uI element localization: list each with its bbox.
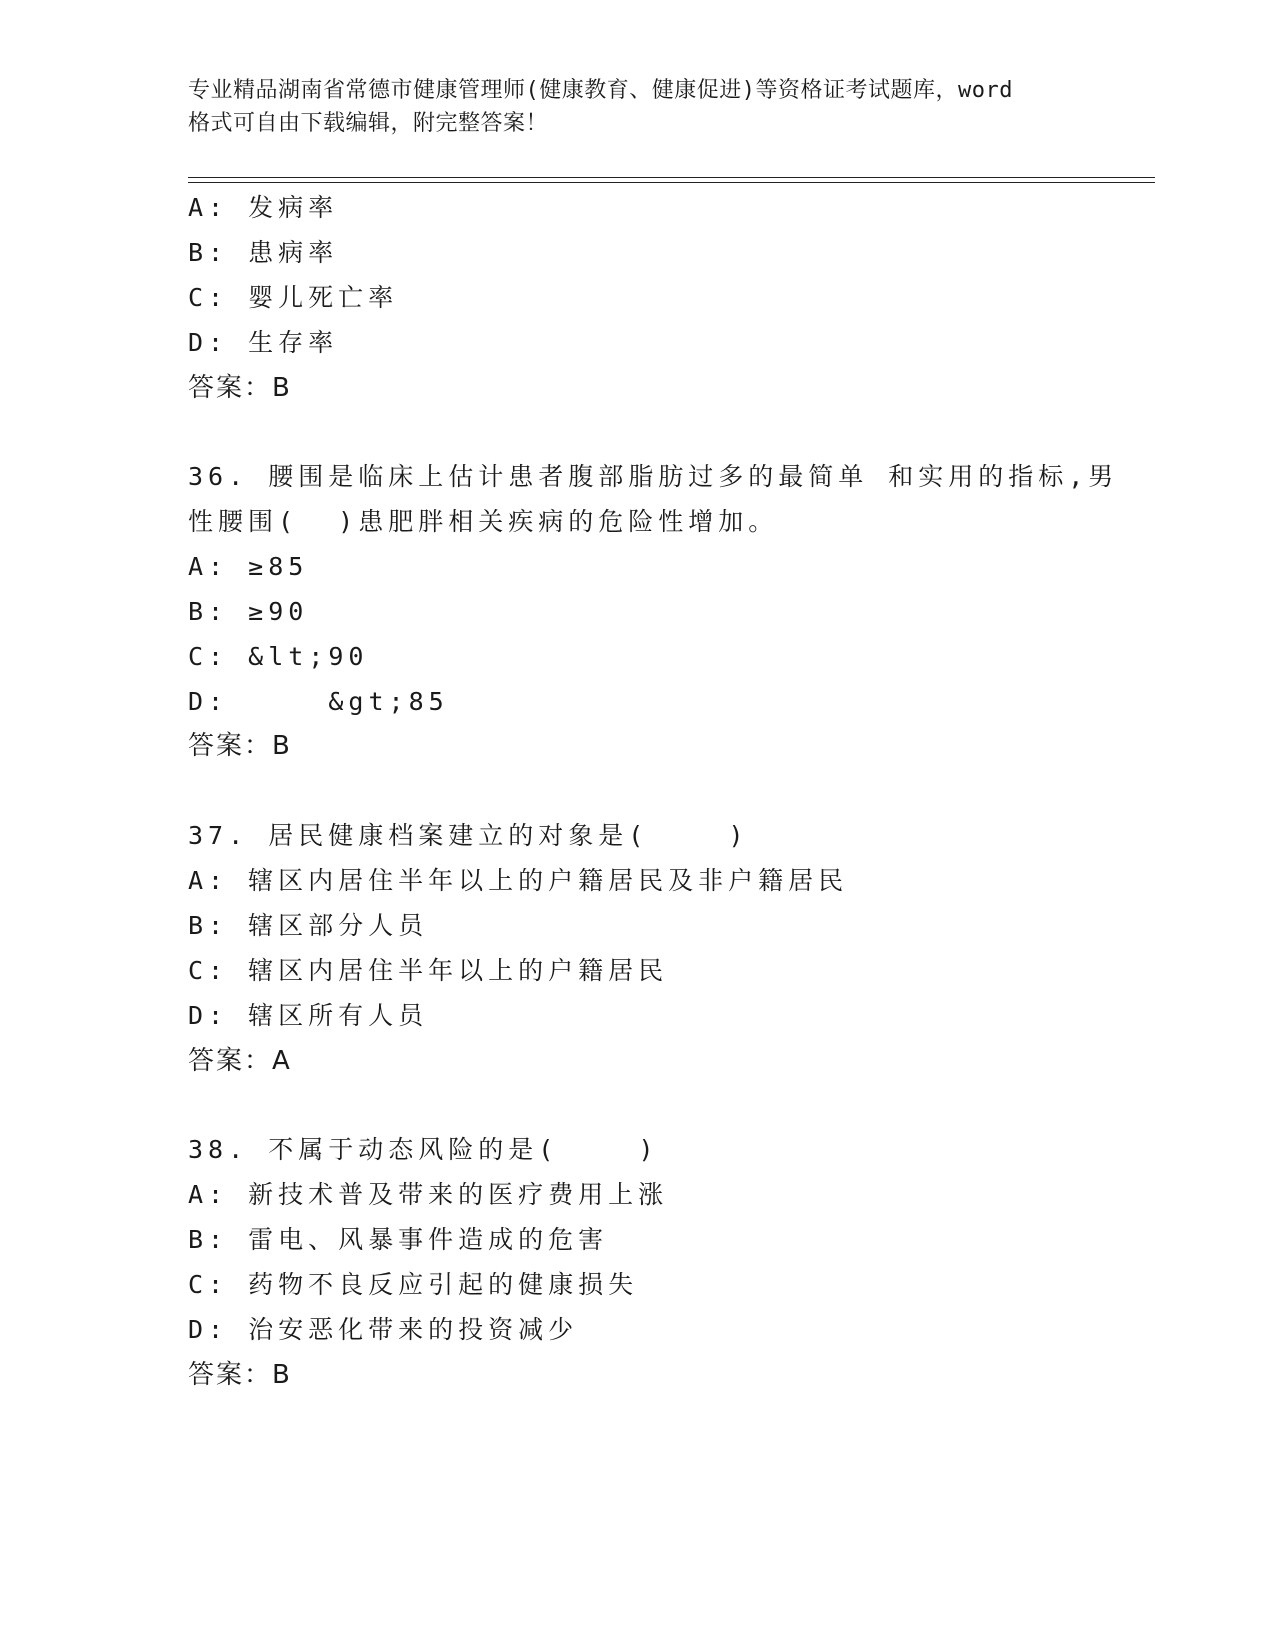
answer: 答案：B (188, 1360, 292, 1390)
header-divider-bottom (188, 182, 1155, 183)
option-a: A: 发病率 (188, 193, 339, 222)
option-b: B: 患病率 (188, 238, 339, 267)
option-c: C: 辖区内居住半年以上的户籍居民 (188, 956, 669, 985)
option-b: B: ≥90 (188, 597, 309, 626)
question-37: 37. 居民健康档案建立的对象是( ) (188, 821, 749, 850)
header-divider-top (188, 177, 1155, 178)
page-header (188, 74, 1088, 140)
question-36-line-1: 36. 腰围是临床上估计患者腹部脂肪过多的最简单 和实用的指标,男 (188, 462, 1119, 491)
question-36-line-2: 性腰围( )患肥胖相关疾病的危险性增加。 (188, 507, 779, 536)
option-c: C: 药物不良反应引起的健康损失 (188, 1270, 639, 1299)
option-c: C: 婴儿死亡率 (188, 283, 399, 312)
option-b: B: 辖区部分人员 (188, 911, 429, 940)
answer: 答案：B (188, 373, 292, 403)
option-a: A: 辖区内居住半年以上的户籍居民及非户籍居民 (188, 866, 849, 895)
option-d: D: &gt;85 (188, 687, 449, 716)
option-d: D: 辖区所有人员 (188, 1001, 429, 1030)
option-a: A: 新技术普及带来的医疗费用上涨 (188, 1180, 669, 1209)
header-line-1: 专业精品湖南省常德市健康管理师(健康教育、健康促进)等资格证考试题库，word (188, 78, 1013, 103)
header-line-2: 格式可自由下载编辑，附完整答案！ (188, 111, 549, 136)
answer: 答案：B (188, 731, 292, 761)
question-38: 38. 不属于动态风险的是( ) (188, 1135, 659, 1164)
option-b: B: 雷电、风暴事件造成的危害 (188, 1225, 609, 1254)
option-d: D: 治安恶化带来的投资减少 (188, 1315, 579, 1344)
answer: 答案：A (188, 1046, 292, 1076)
option-a: A: ≥85 (188, 552, 309, 581)
option-c: C: &lt;90 (188, 642, 369, 671)
option-d: D: 生存率 (188, 328, 339, 357)
